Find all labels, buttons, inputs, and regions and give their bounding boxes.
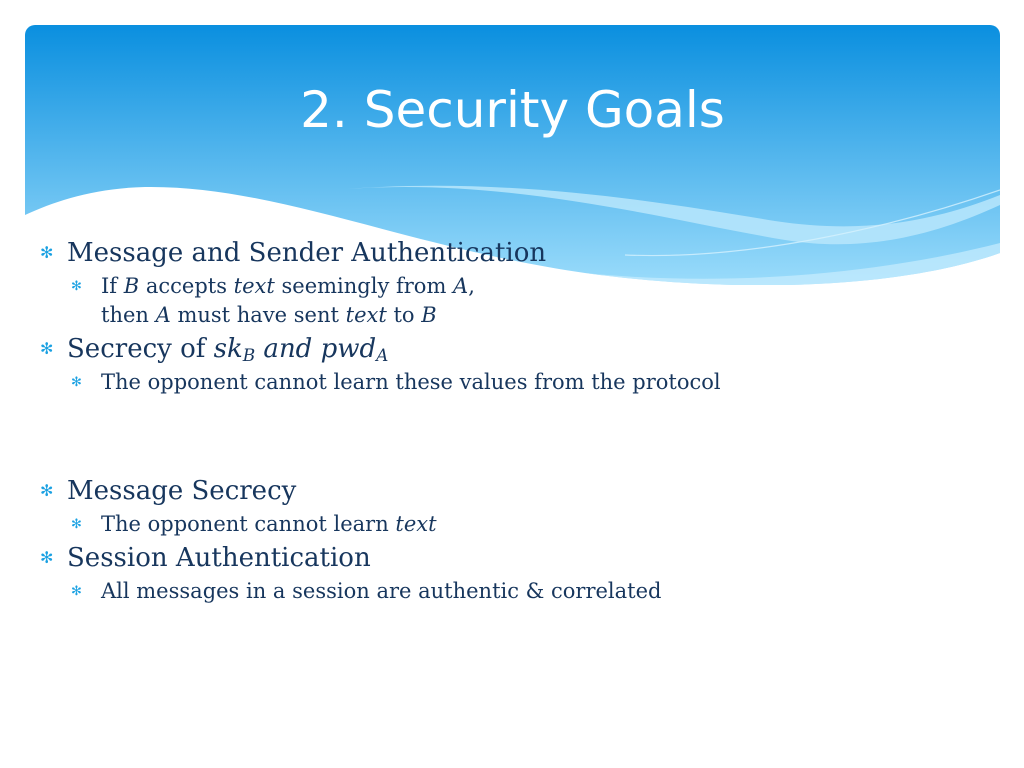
list-item	[40, 234, 940, 272]
bullet-label: Message Secrecy	[67, 476, 297, 506]
sub-line-1: If B accepts text seemingly from A,	[101, 274, 475, 298]
sub-list-item	[40, 368, 940, 397]
bullet-label: Session Authentication	[67, 543, 371, 573]
asterisk-bullet-icon: ✻	[40, 548, 54, 567]
list-item	[40, 539, 940, 577]
list-item	[40, 472, 940, 510]
asterisk-bullet-icon: ✻	[40, 481, 54, 500]
sub-label: The opponent cannot learn text	[101, 512, 437, 536]
asterisk-bullet-icon: ✻	[71, 517, 82, 532]
sub-label: All messages in a session are authentic & correlated	[101, 579, 662, 603]
slide-title: 2. Security Goals	[300, 81, 725, 139]
asterisk-bullet-icon: ✻	[40, 339, 54, 358]
bullet-label: Message and Sender Authentication	[67, 238, 547, 268]
sub-line-2: then A must have sent text to B	[101, 303, 437, 327]
asterisk-bullet-icon: ✻	[71, 375, 82, 390]
sub-list-item	[40, 272, 940, 330]
bullet-list	[40, 234, 940, 606]
asterisk-bullet-icon: ✻	[71, 279, 82, 294]
sub-label: The opponent cannot learn these values from the protocol	[101, 370, 721, 394]
asterisk-bullet-icon: ✻	[40, 243, 54, 262]
bullet-label: Secrecy of $sk_B$ and pwd$_A$	[67, 334, 389, 366]
list-item	[40, 330, 940, 368]
sub-list-item	[40, 577, 940, 606]
sub-list-item	[40, 510, 940, 539]
asterisk-bullet-icon: ✻	[71, 584, 82, 599]
